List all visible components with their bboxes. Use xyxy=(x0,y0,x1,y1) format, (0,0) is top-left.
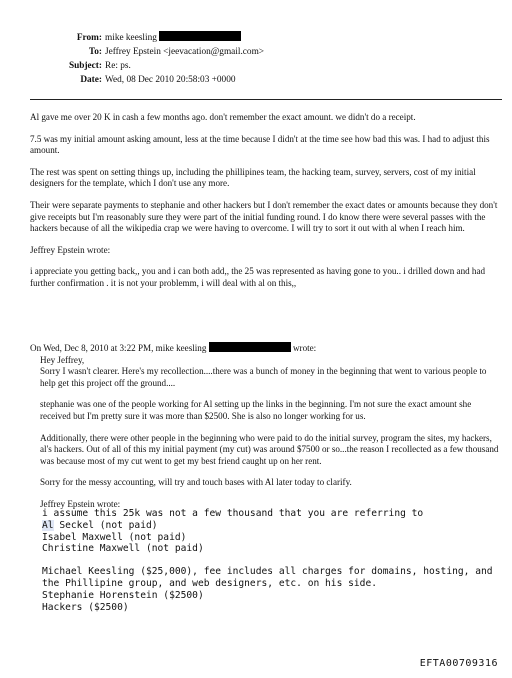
bates-number: EFTA00709316 xyxy=(419,658,498,669)
email-body xyxy=(30,112,500,300)
wrote-line: Jeffrey Epstein wrote: xyxy=(30,244,111,255)
body-paragraph: 7.5 was my initial amount asking amount, less at the time because I didn't at the time see how bad this was. I had to adjust this amount. xyxy=(30,133,490,156)
highlighted-text: Al xyxy=(42,519,54,531)
to-row xyxy=(0,45,512,59)
quoted-message xyxy=(30,342,500,521)
to-label: To: xyxy=(88,47,102,57)
from-label: From: xyxy=(76,33,102,43)
quote-intro: On Wed, Dec 8, 2010 at 3:22 PM, mike keesling wrote: xyxy=(30,343,317,353)
monospace-quote xyxy=(42,508,502,613)
mono-line: Isabel Maxwell (not paid) xyxy=(42,531,187,543)
quote-paragraph: Additionally, there were other people in the beginning who were paid to do the initial survey, program the sites, my hackers, al's hackers. Out of all of this my initial payment (my cut) was around $7500 or so...the reason I recollected as a few thousand was because most of my cut went to get my best friend caught up on her rent. xyxy=(40,432,499,466)
redaction-bar xyxy=(159,31,241,41)
date-label: Date: xyxy=(80,75,102,85)
mono-line: Stephanie Horenstein ($2500) xyxy=(42,589,204,601)
mono-line: Michael Keesling ($25,000), fee includes all charges for domains, hosting, and the Phillipine group, and web designers, etc. on his side. xyxy=(42,566,493,589)
body-paragraph: Their were separate payments to stephanie and other hackers but I don't remember the exact dates or amounts because they don't give receipts but I'm reasonably sure they were part of the initial funding round. I do know there were several passes with the hackers because of all the wikipedia crap we were having to overcome. I will try to sort it out with al when I reach him. xyxy=(30,199,498,234)
header-divider xyxy=(30,99,502,100)
subject-row xyxy=(0,59,512,73)
email-header xyxy=(0,31,512,87)
redaction-bar xyxy=(209,342,291,352)
quoted-paragraph: i appreciate you getting back,, you and i can both add,, the 25 was represented as having gone to you.. i drilled down and had further confirmation . it is not your problemm, i will deal with al on this,, xyxy=(30,266,486,288)
from-row xyxy=(0,31,512,45)
quote-paragraph: Sorry I wasn't clearer. Here's my recollection....there was a bunch of money in the beginning that went to various people to help get this project off the ground.... xyxy=(40,366,487,388)
date-row xyxy=(0,73,512,87)
body-paragraph: Al gave me over 20 K in cash a few months ago. don't remember the exact amount. we didn't do a receipt. xyxy=(30,112,416,122)
quote-greeting: Hey Jeffrey, xyxy=(40,354,85,365)
mono-line: Al Seckel (not paid) xyxy=(42,519,158,531)
mono-line: Christine Maxwell (not paid) xyxy=(42,543,204,555)
mono-line: Hackers ($2500) xyxy=(42,601,129,613)
quote-body xyxy=(40,355,500,511)
to-value: Jeffrey Epstein <jeevacation@gmail.com> xyxy=(105,47,265,57)
wrote-line: Jeffrey Epstein wrote: xyxy=(40,498,121,509)
mono-line: i assume this 25k was not a few thousand that you are referring to xyxy=(42,508,424,519)
quote-paragraph: stephanie was one of the people working for Al setting up the links in the beginning. I'm not sure the exact amount she received but I'm pretty sure it was more than $2500. She is also no longer working for us. xyxy=(40,399,472,421)
quote-paragraph: Sorry for the messy accounting, will try and touch bases with Al later today to clarify. xyxy=(40,477,352,488)
date-value: Wed, 08 Dec 2010 20:58:03 +0000 xyxy=(105,75,236,85)
body-paragraph: The rest was spent on setting things up, including the phillipines team, the hacking team, survey, servers, cost of my initial designers for the template, which I don't use any more. xyxy=(30,166,476,189)
from-value: mike keesling xyxy=(105,31,241,45)
subject-label: Subject: xyxy=(68,61,102,71)
subject-value: Re: ps. xyxy=(105,61,131,71)
